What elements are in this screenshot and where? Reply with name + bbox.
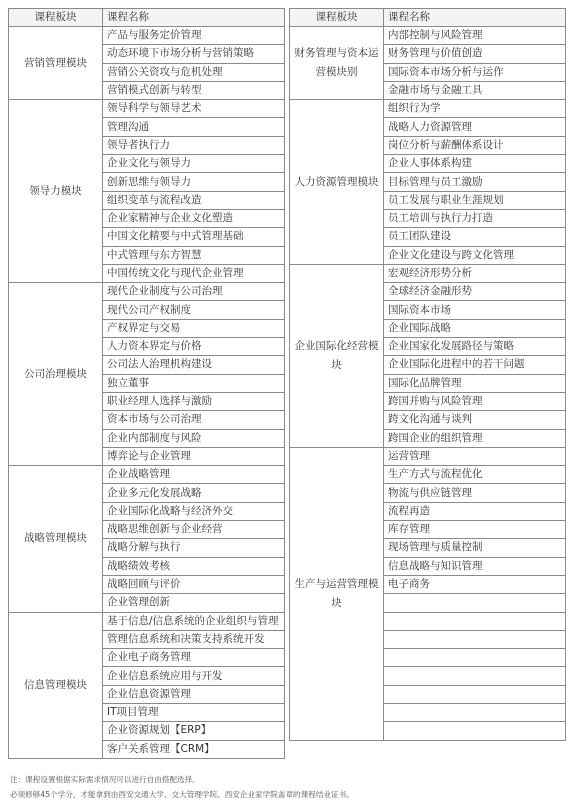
course-name: 战略人力资源管理 xyxy=(384,118,566,136)
course-name: 宏观经济形势分析 xyxy=(384,264,566,282)
course-name: 动态环境下市场分析与营销策略 xyxy=(103,45,285,63)
course-name: 电子商务 xyxy=(384,575,566,593)
course-name: 中国传统文化与现代企业管理 xyxy=(103,264,285,282)
course-name: 岗位分析与薪酬体系设计 xyxy=(384,136,566,154)
course-name: 中国文化精要与中式管理基础 xyxy=(103,228,285,246)
course-name: 战略回顾与评价 xyxy=(103,575,285,593)
table-row xyxy=(9,612,285,630)
course-name: 战略分解与执行 xyxy=(103,539,285,557)
course-name: 企业人事体系构建 xyxy=(384,155,566,173)
course-name: 企业国际化进程中的若干问题 xyxy=(384,356,566,374)
table-row xyxy=(290,264,566,282)
module-name: 企业国际化经营模块 xyxy=(290,264,384,447)
course-name: 生产方式与流程优化 xyxy=(384,466,566,484)
course-name: 现代公司产权制度 xyxy=(103,301,285,319)
course-name: 现代企业制度与公司治理 xyxy=(103,283,285,301)
table-row xyxy=(9,27,285,45)
header-course: 课程名称 xyxy=(384,9,566,27)
course-name: 国际资本市场 xyxy=(384,301,566,319)
course-name: 营销公关资攻与危机处理 xyxy=(103,63,285,81)
table-row xyxy=(290,100,566,118)
course-name: 中式管理与东方智慧 xyxy=(103,246,285,264)
footnotes xyxy=(10,772,570,802)
course-name: 职业经理人选择与激励 xyxy=(103,392,285,410)
course-name: 企业信息资源管理 xyxy=(103,685,285,703)
course-name: 企业资源规划【ERP】 xyxy=(103,722,285,740)
module-name: 人力资源管理模块 xyxy=(290,100,384,265)
course-name: 战略思维创新与企业经营 xyxy=(103,521,285,539)
course-name: 财务管理与价值创造 xyxy=(384,45,566,63)
course-name: 公司法人治理机构建设 xyxy=(103,356,285,374)
course-name xyxy=(384,703,566,721)
course-name: 企业战略管理 xyxy=(103,466,285,484)
course-name: 跨文化沟通与谈判 xyxy=(384,411,566,429)
course-name: 企业家精神与企业文化塑造 xyxy=(103,209,285,227)
course-name xyxy=(384,667,566,685)
course-name: 企业管理创新 xyxy=(103,594,285,612)
course-name: 现场管理与质量控制 xyxy=(384,539,566,557)
course-name: 跨国并购与风险管理 xyxy=(384,392,566,410)
course-name xyxy=(384,630,566,648)
course-name: 物流与供应链管理 xyxy=(384,484,566,502)
course-name: 领导科学与领导艺术 xyxy=(103,100,285,118)
course-name: 产品与服务定价管理 xyxy=(103,27,285,45)
module-name: 营销管理模块 xyxy=(9,27,103,100)
course-name: 组织变革与流程改造 xyxy=(103,191,285,209)
course-name: 基于信息/信息系统的企业组织与管理 xyxy=(103,612,285,630)
course-name: 企业多元化发展战略 xyxy=(103,484,285,502)
table-row xyxy=(290,27,566,45)
course-name: 跨国企业的组织管理 xyxy=(384,429,566,447)
course-name: 客户关系管理【CRM】 xyxy=(103,740,285,758)
course-name: 企业文化与领导力 xyxy=(103,155,285,173)
course-name xyxy=(384,722,566,740)
header-category: 课程板块 xyxy=(9,9,103,27)
course-name: 创新思维与领导力 xyxy=(103,173,285,191)
course-name: 金融市场与金融工具 xyxy=(384,81,566,99)
course-name xyxy=(384,685,566,703)
course-name: 领导者执行力 xyxy=(103,136,285,154)
course-name: 独立董事 xyxy=(103,374,285,392)
module-name: 战略管理模块 xyxy=(9,466,103,612)
course-name: 资本市场与公司治理 xyxy=(103,411,285,429)
course-name: 营销模式创新与转型 xyxy=(103,81,285,99)
course-name xyxy=(384,649,566,667)
course-name: 企业信息系统应用与开发 xyxy=(103,667,285,685)
course-name: 国际资本市场分析与运作 xyxy=(384,63,566,81)
course-name: 管理信息系统和决策支持系统开发 xyxy=(103,630,285,648)
table-header-row xyxy=(290,9,566,27)
course-name: 流程再造 xyxy=(384,502,566,520)
course-name: 企业国际战略 xyxy=(384,319,566,337)
course-name xyxy=(384,594,566,612)
curriculum-table-left xyxy=(8,8,285,759)
course-name: 博弈论与企业管理 xyxy=(103,447,285,465)
table-row xyxy=(290,447,566,465)
course-name: 国际化品牌管理 xyxy=(384,374,566,392)
module-name: 信息管理模块 xyxy=(9,612,103,758)
course-name: 信息战略与知识管理 xyxy=(384,557,566,575)
course-name: 企业文化建设与跨文化管理 xyxy=(384,246,566,264)
module-name: 财务管理与资本运营模块别 xyxy=(290,27,384,100)
module-name: 领导力模块 xyxy=(9,100,103,283)
course-name: 内部控制与风险管理 xyxy=(384,27,566,45)
course-name: 全球经济金融形势 xyxy=(384,283,566,301)
course-name: 管理沟通 xyxy=(103,118,285,136)
table-header-row xyxy=(9,9,285,27)
course-name: 企业国家化发展路径与策略 xyxy=(384,338,566,356)
course-name: 运营管理 xyxy=(384,447,566,465)
header-course: 课程名称 xyxy=(103,9,285,27)
course-name: 产权界定与交易 xyxy=(103,319,285,337)
header-category: 课程板块 xyxy=(290,9,384,27)
course-name: 员工培训与执行力打造 xyxy=(384,209,566,227)
course-name: 战略绩效考核 xyxy=(103,557,285,575)
module-name: 生产与运营管理模块 xyxy=(290,447,384,740)
footnote-credits: 必须修够45个学分，才能拿到由西安交通大学、交大管理学院、西安企业家学院盖章的课程结业证书。 xyxy=(10,790,354,799)
course-name xyxy=(384,612,566,630)
table-row xyxy=(9,100,285,118)
course-name: 企业电子商务管理 xyxy=(103,649,285,667)
module-name: 公司治理模块 xyxy=(9,283,103,466)
footnote-selection: 注：课程设置根据实际需求情况可以进行自由搭配选择。 xyxy=(10,775,200,784)
table-row xyxy=(9,283,285,301)
course-name: IT项目管理 xyxy=(103,703,285,721)
course-name: 员工发展与职业生涯规划 xyxy=(384,191,566,209)
course-name: 组织行为学 xyxy=(384,100,566,118)
course-name: 企业内部制度与风险 xyxy=(103,429,285,447)
table-row xyxy=(9,466,285,484)
course-name: 企业国际化战略与经济外交 xyxy=(103,502,285,520)
curriculum-table-right xyxy=(289,8,566,741)
course-name: 目标管理与员工激励 xyxy=(384,173,566,191)
course-name: 员工团队建设 xyxy=(384,228,566,246)
course-name: 库存管理 xyxy=(384,521,566,539)
course-name: 人力资本界定与价格 xyxy=(103,338,285,356)
